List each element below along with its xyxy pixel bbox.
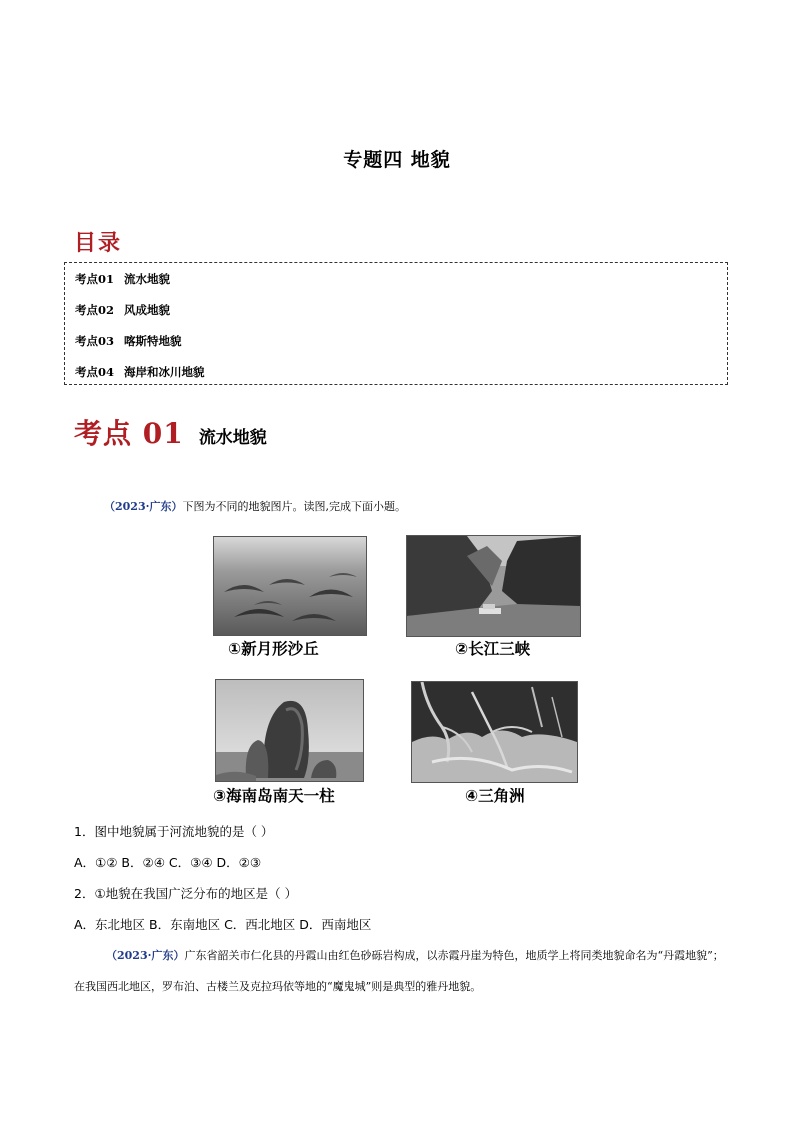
section-code: 考点 01 [74, 417, 184, 450]
question-source: （2023·广东） [104, 500, 183, 513]
toc-item[interactable] [75, 302, 170, 318]
crescent-dune-photo [213, 536, 367, 636]
toc-box [64, 262, 728, 385]
reading-passage [74, 940, 724, 1002]
toc-item[interactable] [75, 364, 205, 380]
passage-source: （2023·广东） [106, 949, 185, 962]
question-2-options: A．东北地区 B．东南地区 C．西北地区 D．西南地区 [74, 917, 372, 932]
nantianyizhu-rock-photo [215, 679, 364, 782]
toc-item[interactable] [75, 333, 182, 349]
toc-item-code: 考点01 [75, 272, 115, 286]
question-1: 1．图中地貌属于河流地貌的是（ ） [74, 824, 274, 839]
toc-item-code: 考点03 [75, 334, 115, 348]
image-caption: ①新月形沙丘 [228, 640, 319, 658]
question-1-options: A．①② B．②④ C．③④ D．②③ [74, 855, 262, 870]
toc-item-label: 海岸和冰川地貌 [124, 365, 205, 379]
image-caption: ②长江三峡 [455, 640, 531, 658]
toc-item-code: 考点04 [75, 365, 115, 379]
section-heading [74, 412, 267, 452]
three-gorges-photo [406, 535, 581, 637]
delta-photo [411, 681, 578, 783]
passage-text: 广东省韶关市仁化县的丹霞山由红色砂砾岩构成，以赤霞丹崖为特色，地质学上将同类地貌命名为“丹霞地貌”；在我国西北地区，罗布泊、古楼兰及克拉玛依等地的“魔鬼城”则是典型的雅丹地貌。 [74, 949, 724, 993]
question-intro-text: 下图为不同的地貌图片。读图,完成下面小题。 [182, 500, 406, 513]
section-title: 流水地貌 [198, 428, 267, 448]
toc-item-label: 风成地貌 [124, 303, 171, 317]
page-title: 专题四 地貌 [343, 149, 451, 171]
toc-item-code: 考点02 [75, 303, 115, 317]
image-caption: ④三角洲 [465, 787, 525, 805]
toc-item-label: 喀斯特地貌 [124, 334, 182, 348]
question-intro [104, 498, 406, 514]
toc-item-label: 流水地貌 [124, 272, 171, 286]
question-2: 2．①地貌在我国广泛分布的地区是（ ） [74, 886, 298, 901]
toc-heading: 目录 [74, 231, 123, 256]
image-caption: ③海南岛南天一柱 [213, 787, 335, 805]
toc-item[interactable] [75, 271, 170, 287]
